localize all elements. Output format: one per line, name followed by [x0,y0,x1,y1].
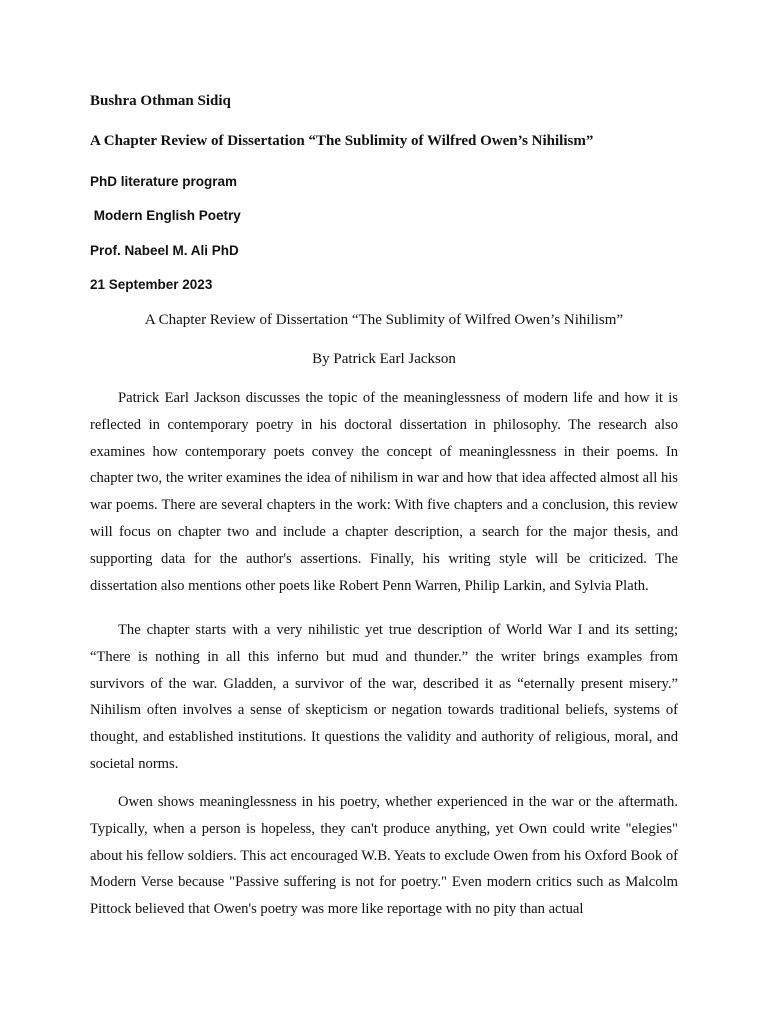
author-name: Bushra Othman Sidiq [90,93,231,109]
document-title: A Chapter Review of Dissertation “The Sublimity of Wilfred Owen’s Nihilism” [144,312,624,328]
paragraph-2: The chapter starts with a very nihilistic yet true description of World War I and its setting; “There is nothing in all this inferno but mud and thunder.” the writer brings examples from survivors of the war. Gladden, a survivor of the war, described it as “eternally present misery.” Nihilism often involves a sense of skepticism or negation towards traditional beliefs, systems of thought, and established institutions. It questions the validity and authority of religious, moral, and societal norms. [90,622,678,772]
paragraph-1: Patrick Earl Jackson discusses the topic of the meaninglessness of modern life and how it is reflected in contemporary poetry in his doctoral dissertation in philosophy. The research also examines how contemporary poets convey the concept of meaninglessness in their poems. In chapter two, the writer examines the idea of nihilism in war and how that idea affected almost all his war poems. There are several chapters in the work: With five chapters and a conclusion, this review will focus on chapter two and include a chapter description, a search for the major thesis, and supporting data for the author's assertions. Finally, his writing style will be criticized. The dissertation also mentions other poets like Robert Penn Warren, Philip Larkin, and Sylvia Plath. [90,390,678,594]
paragraph-3: Owen shows meaninglessness in his poetry, whether experienced in the war or the aftermath. Typically, when a person is hopeless, they can't produce anything, yet Own could write "elegies" about his fellow soldiers. This act encouraged W.B. Yeats to exclude Owen from his Oxford Book of Modern Verse because "Passive suffering is not for poetry." Even modern critics such as Malcolm Pittock believed that Owen's poetry was more like reportage with no pity than actual [90,794,678,918]
professor-line: Prof. Nabeel M. Ali PhD [90,243,239,258]
date-line: 21 September 2023 [90,277,213,292]
program-line: PhD literature program [90,174,238,189]
course-line: Modern English Poetry [90,208,241,223]
header-title: A Chapter Review of Dissertation “The Sublimity of Wilfred Owen’s Nihilism” [90,133,594,149]
byline: By Patrick Earl Jackson [312,351,456,367]
